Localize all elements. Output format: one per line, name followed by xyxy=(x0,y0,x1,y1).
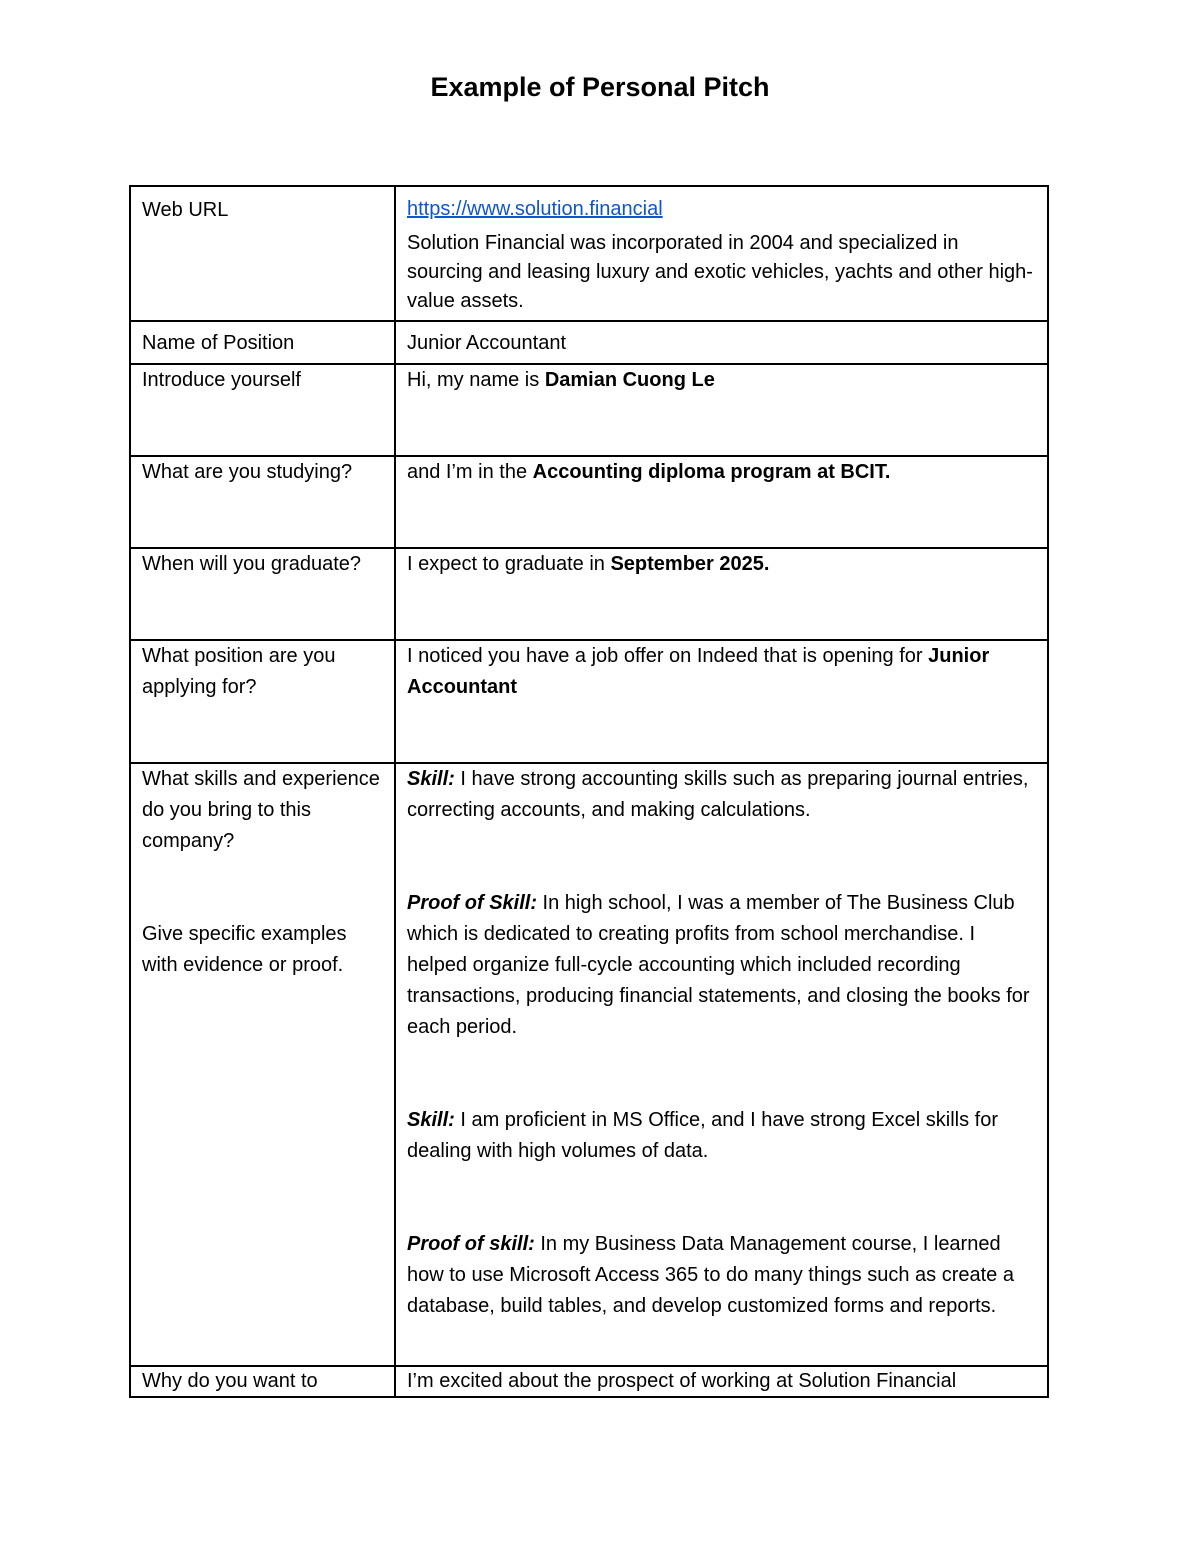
table-row-why xyxy=(130,1366,1048,1397)
proof-1: Proof of Skill: In high school, I was a member of The Business Club which is dedicated to creating profits from school merchandise. I helped organize full-cycle accounting which included recording transactions, producing financial statements, and closing the books for each period. xyxy=(407,892,1030,1038)
table-row-graduate xyxy=(130,548,1048,640)
company-description: Solution Financial was incorporated in 2004 and specialized in sourcing and leasing luxury and exotic vehicles, yachts and other high-value assets. xyxy=(407,232,1033,312)
applying-prefix: I noticed you have a job offer on Indeed that is opening for xyxy=(407,645,929,667)
row-label: What are you studying? xyxy=(130,456,395,548)
intro-name: Damian Cuong Le xyxy=(544,369,715,391)
table-row-position-name xyxy=(130,321,1048,364)
table-row-skills xyxy=(130,763,1048,1366)
row-value xyxy=(395,640,1048,763)
proof-2: Proof of skill: In my Business Data Management course, I learned how to use Microsoft Access 365 to do many things such as create a database, build tables, and develop customized forms and reports. xyxy=(407,1233,1014,1317)
applying-position: Junior Accountant xyxy=(407,645,990,698)
row-label: What position are you applying for? xyxy=(130,640,395,763)
table-row-introduce xyxy=(130,364,1048,456)
row-value xyxy=(395,364,1048,456)
row-label: Why do you want to xyxy=(130,1366,395,1397)
row-label: Name of Position xyxy=(130,321,395,364)
row-value xyxy=(395,763,1048,1366)
row-label: Introduce yourself xyxy=(130,364,395,456)
skills-question: What skills and experience do you bring to this company? xyxy=(142,768,380,852)
skills-examples-prompt: Give specific examples with evidence or proof. xyxy=(142,923,347,976)
row-value: I’m excited about the prospect of working at Solution Financial xyxy=(395,1366,1048,1397)
skill-1: Skill: I have strong accounting skills such as preparing journal entries, correcting accounts, and making calculations. xyxy=(407,768,1029,821)
skill-2: Skill: I am proficient in MS Office, and I have strong Excel skills for dealing with high volumes of data. xyxy=(407,1109,998,1162)
row-label: When will you graduate? xyxy=(130,548,395,640)
table-row-studying xyxy=(130,456,1048,548)
table-row-web-url xyxy=(130,186,1048,321)
row-value: Junior Accountant xyxy=(395,321,1048,364)
table-row-applying xyxy=(130,640,1048,763)
pitch-table xyxy=(129,185,1049,1398)
company-link[interactable]: https://www.solution.financial xyxy=(407,198,663,220)
row-label xyxy=(130,763,395,1366)
row-value xyxy=(395,456,1048,548)
row-value xyxy=(395,186,1048,321)
row-label: Web URL xyxy=(130,186,395,321)
intro-prefix: Hi, my name is xyxy=(407,369,545,391)
study-program: Accounting diploma program at BCIT. xyxy=(532,461,891,483)
graduate-date: September 2025. xyxy=(610,553,770,575)
row-value xyxy=(395,548,1048,640)
graduate-prefix: I expect to graduate in xyxy=(407,553,611,575)
page-title: Example of Personal Pitch xyxy=(430,72,770,102)
study-prefix: and I’m in the xyxy=(407,461,533,483)
